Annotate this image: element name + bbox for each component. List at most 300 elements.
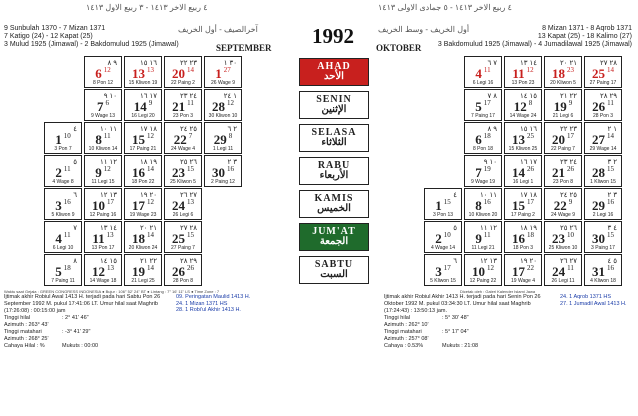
date-cell[interactable]: [44, 122, 82, 154]
javanese-date: 4 Kliwon 18: [590, 278, 616, 284]
date-cell[interactable]: [544, 56, 582, 88]
day-number: 1: [435, 198, 442, 213]
secondary-number: 17: [567, 132, 574, 140]
javanese-date: 25 Kliwon 10: [548, 245, 578, 251]
javanese-date: 3 Pon 13: [432, 212, 454, 218]
day-number: 11: [92, 231, 105, 246]
day-number: 18: [552, 66, 565, 81]
javanese-date: 21 Legi 6: [552, 113, 574, 119]
hijri-date: ٨ ٧: [487, 93, 497, 100]
javanese-date: 24 Wage 9: [551, 212, 575, 218]
weekday-latin: JUM'AT: [312, 226, 356, 237]
hijri-date: ٤: [453, 192, 457, 199]
javanese-date: 22 Paing 7: [551, 146, 575, 152]
secondary-number: 26: [527, 165, 534, 173]
secondary-number: 15: [187, 231, 194, 239]
date-cell[interactable]: [464, 221, 502, 253]
javanese-date: 1 Kliwon 15: [590, 179, 616, 185]
day-number: 13: [132, 66, 145, 81]
secondary-number: 16: [227, 165, 234, 173]
hijri-date: ١٠ ٩: [483, 159, 497, 166]
weekday-arabic: الجمعة: [319, 236, 349, 247]
secondary-number: 16: [483, 198, 491, 206]
date-cell[interactable]: [424, 188, 462, 220]
javanese-date: 9 Wage 19: [471, 179, 495, 185]
weekday-latin: SENIN: [316, 94, 352, 105]
javanese-date: 24 Wage 4: [171, 146, 195, 152]
left-info-row: [4, 329, 172, 343]
hijri-date: ١٩ ١٨: [519, 225, 537, 232]
date-cell[interactable]: [584, 56, 622, 88]
javanese-date: 4 Wage 8: [52, 179, 74, 185]
date-cell[interactable]: [164, 254, 202, 286]
date-cell[interactable]: [544, 122, 582, 154]
day-number: 3: [55, 198, 62, 213]
javanese-date: 27 Paing 7: [171, 245, 195, 251]
left-hijri-header: ٤ ربيع الاخر ١٤١٣ - ٣ ربيع الاول ١٤١٣: [86, 3, 208, 12]
date-cell[interactable]: [504, 155, 542, 187]
secondary-number: 14: [147, 165, 154, 173]
date-cell[interactable]: [584, 155, 622, 187]
hijri-date: ٤ ٣: [607, 225, 617, 232]
secondary-number: 15: [607, 231, 614, 239]
day-number: 21: [552, 165, 565, 180]
day-number: 26: [172, 264, 185, 279]
day-number: 21: [172, 99, 186, 114]
weekday-label: [299, 157, 369, 185]
secondary-number: 23: [567, 66, 574, 74]
day-number: 22: [553, 198, 567, 213]
javanese-date: 26 Legi 11: [551, 278, 575, 284]
date-cell[interactable]: [124, 188, 162, 220]
day-number: 7: [97, 99, 104, 114]
hijri-date: ٢٩ ٢٨: [179, 258, 197, 265]
hijri-date: ١٥ ١٤: [519, 93, 537, 100]
date-cell[interactable]: [204, 89, 242, 121]
secondary-number: 22: [527, 264, 534, 272]
secondary-number: 15: [607, 165, 614, 173]
javanese-date: 15 Kliwon 19: [128, 80, 158, 86]
secondary-number: 7: [188, 132, 193, 140]
secondary-number: 14: [187, 66, 194, 74]
secondary-number: 12: [103, 165, 111, 173]
hijri-date: ١٧ ١٦: [519, 159, 537, 166]
weekday-label: [299, 256, 369, 284]
secondary-number: 14: [147, 231, 154, 239]
secondary-number: 17: [107, 198, 114, 206]
date-cell[interactable]: [544, 221, 582, 253]
date-cell[interactable]: [44, 155, 82, 187]
hijri-date: ٢ ٣: [607, 159, 617, 166]
day-number: 11: [512, 66, 525, 81]
day-number: 24: [172, 198, 185, 213]
hijri-date: ٢٥ ٢٤: [559, 192, 577, 199]
hijri-date: ٦: [73, 192, 77, 199]
hijri-date: ٢٨ ٢٧: [179, 225, 197, 232]
weekday-label: [299, 190, 369, 218]
right-info-row: [384, 315, 552, 329]
weekday-latin: SABTU: [314, 259, 354, 270]
date-cell[interactable]: [204, 155, 242, 187]
day-number: 10: [472, 264, 485, 279]
date-cell[interactable]: [84, 56, 122, 88]
secondary-number: 11: [63, 165, 71, 173]
day-number: 6: [95, 66, 102, 81]
day-number: 15: [132, 132, 145, 147]
secondary-number: 14: [607, 132, 614, 140]
secondary-number: 14: [147, 264, 154, 272]
date-cell[interactable]: [44, 254, 82, 286]
weekday-arabic: الثلاثاء: [321, 137, 347, 148]
day-number: 16: [512, 231, 525, 246]
day-number: 18: [132, 231, 145, 246]
left-info-row: [4, 315, 172, 329]
date-cell[interactable]: [504, 188, 542, 220]
secondary-number: 6: [105, 99, 109, 107]
note: 27. 1 Jumadil Awal 1413 H.: [560, 300, 627, 307]
day-number: 20: [552, 132, 565, 147]
javanese-date: 12 Paing 22: [469, 278, 497, 284]
secondary-number: 26: [187, 264, 194, 272]
day-number: 2: [435, 231, 442, 246]
date-cell[interactable]: [164, 188, 202, 220]
hijri-date: ٢١ ٢٠: [139, 225, 157, 232]
day-number: 8: [475, 198, 482, 213]
weekday-latin: AHAD: [317, 61, 351, 72]
date-cell[interactable]: [464, 89, 502, 121]
javanese-date: 23 Pon 3: [172, 113, 194, 119]
day-number: 5: [55, 264, 62, 279]
hijri-date: ٢٥ ٢٤: [179, 126, 197, 133]
javanese-date: 11 Legi 15: [91, 179, 115, 185]
date-cell[interactable]: [124, 155, 162, 187]
day-number: 1: [55, 132, 62, 147]
value: Azimuth : 268° 25': [4, 336, 49, 342]
date-cell[interactable]: [424, 221, 462, 253]
javanese-date: 17 Paing 2: [511, 212, 535, 218]
date-cell[interactable]: [464, 155, 502, 187]
date-cell[interactable]: [204, 122, 242, 154]
label: Tinggi hilal: [4, 315, 31, 321]
value: : 5° 17' 04": [442, 329, 469, 335]
hijri-date: ٤: [73, 126, 77, 133]
javanese-date: 3 Pon 7: [54, 146, 72, 152]
secondary-number: 9: [568, 198, 573, 206]
hijri-date: ٢٦ ٢٥: [559, 225, 577, 232]
secondary-number: 8: [228, 132, 233, 140]
day-number: 19: [553, 99, 567, 114]
javanese-date: 18 Pon 22: [131, 179, 155, 185]
hijri-date: ٩ ٨: [487, 126, 497, 133]
secondary-number: 13: [107, 264, 114, 272]
date-cell[interactable]: [84, 89, 122, 121]
javanese-date: 23 Pon 8: [552, 179, 574, 185]
hijri-date: ١١ ١٠: [479, 192, 497, 199]
day-number: 28: [212, 99, 225, 114]
right-month-title: OKTOBER: [376, 43, 422, 53]
hijri-date: ٢٤ ٢٣: [559, 159, 577, 166]
hijri-date: ١ ٢: [607, 126, 617, 133]
javanese-date: 11 Legi 21: [471, 245, 495, 251]
javanese-date: 6 Legi 10: [52, 245, 74, 251]
left-javanese-season: آخرالصيف - أول الخريف: [178, 25, 258, 34]
javanese-date: 20 Kliwon 5: [550, 80, 576, 86]
label: Tinggi hilal: [384, 315, 411, 321]
hijri-date: ٥ ٤: [607, 258, 617, 265]
hijri-date: ١٧ ١٦: [139, 93, 157, 100]
javanese-date: 1 Legi 11: [212, 146, 234, 152]
javanese-date: 28 Pon 3: [592, 113, 614, 119]
right-notes: [560, 294, 627, 307]
secondary-number: 18: [63, 264, 71, 272]
javanese-date: 19 Wage 4: [511, 278, 535, 284]
day-number: 4: [55, 231, 62, 246]
secondary-number: 12: [227, 99, 234, 107]
left-footer: Waktu saat Gejala : GREEN CONGRESS INDONESIA ● Bujur : 106° 52' 24" BT ● Lintang : 7° 16' 11" LS ● Time Zone : 7: [4, 289, 220, 294]
date-cell[interactable]: [84, 122, 122, 154]
secondary-number: 12: [526, 66, 534, 74]
javanese-date: 5 Kliwon 9: [51, 212, 75, 218]
javanese-date: 16 Legi 20: [131, 113, 155, 119]
label: Tinggi matahari: [4, 329, 42, 335]
day-number: 7: [475, 165, 482, 180]
secondary-number: 15: [443, 198, 451, 206]
date-cell[interactable]: [544, 188, 582, 220]
hijri-date: ٣ ٢: [227, 159, 237, 166]
hijri-date: ٦: [453, 258, 457, 265]
javanese-date: 7 Paing 17: [471, 113, 495, 119]
day-number: 29: [592, 198, 605, 213]
secondary-number: 18: [483, 132, 491, 140]
weekday-label: [299, 58, 369, 86]
javanese-date: 30 Kliwon 10: [208, 113, 238, 119]
label: Tinggi matahari: [384, 329, 422, 335]
right-info-row-extra: [384, 343, 552, 350]
hijri-date: ٣٠ ١: [223, 60, 237, 67]
value: : 5° 30' 48": [442, 315, 469, 321]
hijri-date: ١٢ ١١: [479, 225, 497, 232]
javanese-date: 9 Wage 13: [91, 113, 115, 119]
date-cell[interactable]: [124, 254, 162, 286]
hijri-date: ٢١ ٢٠: [559, 60, 577, 67]
date-cell[interactable]: [584, 221, 622, 253]
secondary-number: 11: [63, 231, 71, 239]
javanese-date: 19 Wage 23: [129, 212, 157, 218]
value: Azimuth : 263° 43': [4, 322, 49, 328]
date-cell[interactable]: [584, 122, 622, 154]
date-cell[interactable]: [124, 89, 162, 121]
javanese-date: 10 Kliwon 14: [88, 146, 118, 152]
day-number: 12: [513, 99, 527, 114]
day-number: 9: [95, 165, 102, 180]
hijri-date: ٢٩ ٢٨: [599, 93, 617, 100]
hijri-date: ٢٠ ١٩: [139, 192, 157, 199]
date-cell[interactable]: [544, 155, 582, 187]
secondary-number: 12: [103, 66, 111, 74]
value: Mukuts : 21:08: [442, 343, 479, 349]
day-number: 30: [592, 231, 605, 246]
hijri-date: ١٥ ١٤: [99, 258, 117, 265]
weekday-label: [299, 223, 369, 251]
left-info-line2: 7 Katigo (24) - 12 Kapat (25): [4, 33, 93, 40]
secondary-number: 13: [147, 66, 154, 74]
date-cell[interactable]: [84, 155, 122, 187]
date-cell[interactable]: [164, 122, 202, 154]
day-number: 8: [95, 132, 102, 147]
javanese-date: 29 Wage 14: [589, 146, 617, 152]
hijri-date: ١٠ ٩: [103, 93, 117, 100]
secondary-number: 13: [106, 231, 114, 239]
date-cell[interactable]: [504, 221, 542, 253]
date-cell[interactable]: [124, 122, 162, 154]
date-cell[interactable]: [164, 89, 202, 121]
value: : -3° 41' 29": [62, 329, 91, 335]
hijri-date: ١١ ١٠: [99, 126, 117, 133]
day-number: 25: [172, 231, 185, 246]
date-cell[interactable]: [44, 221, 82, 253]
javanese-date: 6 Legi 16: [472, 80, 494, 86]
left-info-line3: 3 Mulud 1925 (Jimawal) - 2 Bakdomulud 1925 (Jimawal): [4, 41, 179, 48]
day-number: 13: [512, 132, 525, 147]
value: Azimuth : 257° 08': [384, 336, 429, 342]
date-cell[interactable]: [544, 89, 582, 121]
right-info-line2: 13 Kapat (25) - 18 Kalimo (27): [537, 33, 632, 40]
weekday-latin: RABU: [317, 160, 351, 171]
hijri-date: ٢٤ ٢٣: [179, 93, 197, 100]
date-cell[interactable]: [424, 254, 462, 286]
date-cell[interactable]: [124, 56, 162, 88]
day-number: 3: [435, 264, 442, 279]
date-cell[interactable]: [84, 254, 122, 286]
right-javanese-season: أول الخريف - وسط الخريف: [378, 25, 470, 34]
secondary-number: 11: [483, 231, 491, 239]
date-cell[interactable]: [84, 221, 122, 253]
date-cell[interactable]: [164, 221, 202, 253]
september-grid: [4, 56, 244, 288]
day-number: 2: [55, 165, 62, 180]
weekday-arabic: الخميس: [317, 203, 351, 214]
right-info-row: [384, 329, 552, 343]
hijri-date: ٢٣ ٢٢: [559, 126, 577, 133]
right-footer: Dicetak oleh : Galeri Kalender Islami Jawa: [460, 289, 536, 294]
day-number: 28: [592, 165, 605, 180]
date-cell[interactable]: [164, 155, 202, 187]
date-cell[interactable]: [464, 188, 502, 220]
value: : 2° 41' 46": [62, 315, 89, 321]
hijri-date: ٣ ٢: [607, 192, 617, 199]
hijri-date: ٢٧ ٢٦: [559, 258, 577, 265]
note: 28. 1 Robi'ul Akhir 1413 H.: [176, 307, 241, 313]
left-notes: [176, 294, 250, 314]
year-title: 1992: [312, 24, 354, 48]
secondary-number: 16: [607, 264, 614, 272]
date-cell[interactable]: [584, 254, 622, 286]
date-cell[interactable]: [164, 56, 202, 88]
javanese-date: 27 Paing 17: [589, 80, 617, 86]
day-number: 30: [212, 165, 225, 180]
day-number: 17: [132, 198, 145, 213]
hijri-date: ٢٦ ٢٥: [179, 159, 197, 166]
date-cell[interactable]: [44, 188, 82, 220]
right-info-line1: 8 Mizan 1371 - 8 Aqrob 1371: [542, 25, 632, 32]
javanese-date: 17 Paing 21: [129, 146, 157, 152]
javanese-date: 13 Pon 17: [91, 245, 115, 251]
hijri-date: ٨: [73, 258, 77, 265]
day-number: 14: [512, 165, 525, 180]
javanese-date: 8 Pon 18: [472, 146, 494, 152]
date-cell[interactable]: [464, 122, 502, 154]
secondary-number: 17: [483, 99, 491, 107]
secondary-number: 19: [483, 165, 491, 173]
hijri-date: ١ ٢٤: [223, 93, 237, 100]
hijri-date: ٢ ٦: [227, 126, 237, 133]
hijri-date: ٥: [73, 159, 77, 166]
date-cell[interactable]: [464, 56, 502, 88]
hijri-date: ١٣ ١٢: [479, 258, 497, 265]
hijri-date: ٥: [453, 225, 457, 232]
left-info-row-extra: [4, 343, 172, 350]
javanese-date: 13 Pon 23: [511, 80, 535, 86]
javanese-date: 14 Wage 18: [89, 278, 117, 284]
date-cell[interactable]: [544, 254, 582, 286]
secondary-number: 11: [483, 66, 491, 74]
date-cell[interactable]: [504, 89, 542, 121]
secondary-number: 10: [63, 132, 71, 140]
secondary-number: 9: [568, 99, 573, 107]
javanese-date: 21 Legi 25: [131, 278, 155, 284]
javanese-date: 16 Legi 1: [512, 179, 534, 185]
javanese-date: 25 Kliwon 5: [170, 179, 196, 185]
date-cell[interactable]: [84, 188, 122, 220]
weekday-label: [299, 91, 369, 119]
date-cell[interactable]: [504, 254, 542, 286]
javanese-date: 2 Legi 16: [592, 212, 614, 218]
hijri-date: ٢٠ ١٩: [519, 258, 537, 265]
date-cell[interactable]: [504, 56, 542, 88]
javanese-date: 4 Wage 14: [431, 245, 455, 251]
day-number: 15: [512, 198, 525, 213]
secondary-number: 12: [147, 198, 154, 206]
javanese-date: 12 Paing 16: [89, 212, 117, 218]
hijri-date: ١٢ ١١: [99, 159, 117, 166]
secondary-number: 11: [567, 264, 574, 272]
date-cell[interactable]: [464, 254, 502, 286]
date-cell[interactable]: [504, 122, 542, 154]
date-cell[interactable]: [204, 56, 242, 88]
left-ijtimak-box: [4, 294, 172, 350]
day-number: 19: [132, 264, 145, 279]
secondary-number: 17: [443, 264, 451, 272]
weekday-arabic: الإثنين: [321, 104, 347, 115]
day-number: 16: [132, 165, 145, 180]
javanese-date: 28 Pon 8: [172, 278, 194, 284]
day-number: 14: [133, 99, 147, 114]
right-ijtimak-text: Ijtimak akhir Robiul Akhir 1413 H. terjadi pada hari Senin Pon 26 Oktober 1992 M. pukul 03:34:30 LT. Umur hilal saat Maghrib (17:24:43) : 13:50:13 jam.: [384, 294, 541, 314]
javanese-date: 18 Pon 3: [512, 245, 534, 251]
date-cell[interactable]: [584, 188, 622, 220]
day-number: 31: [592, 264, 605, 279]
weekday-arabic: الأحد: [324, 71, 344, 82]
weekday-arabic: الأربعاء: [319, 170, 349, 181]
secondary-number: 11: [103, 132, 111, 140]
date-cell[interactable]: [124, 221, 162, 253]
day-number: 5: [475, 99, 482, 114]
javanese-date: 26 Wage 9: [211, 80, 235, 86]
secondary-number: 16: [63, 198, 71, 206]
date-cell[interactable]: [584, 89, 622, 121]
left-ijtimak-text: Ijtimak akhir Robiul Awal 1413 H. terjadi pada hari Sabtu Pon 26 September 1992 M. pukul 17:41:06 LT. Umur hilal saat Maghrib (17:26:08) : 00:15:00 jam: [4, 294, 161, 314]
day-number: 27: [592, 132, 605, 147]
